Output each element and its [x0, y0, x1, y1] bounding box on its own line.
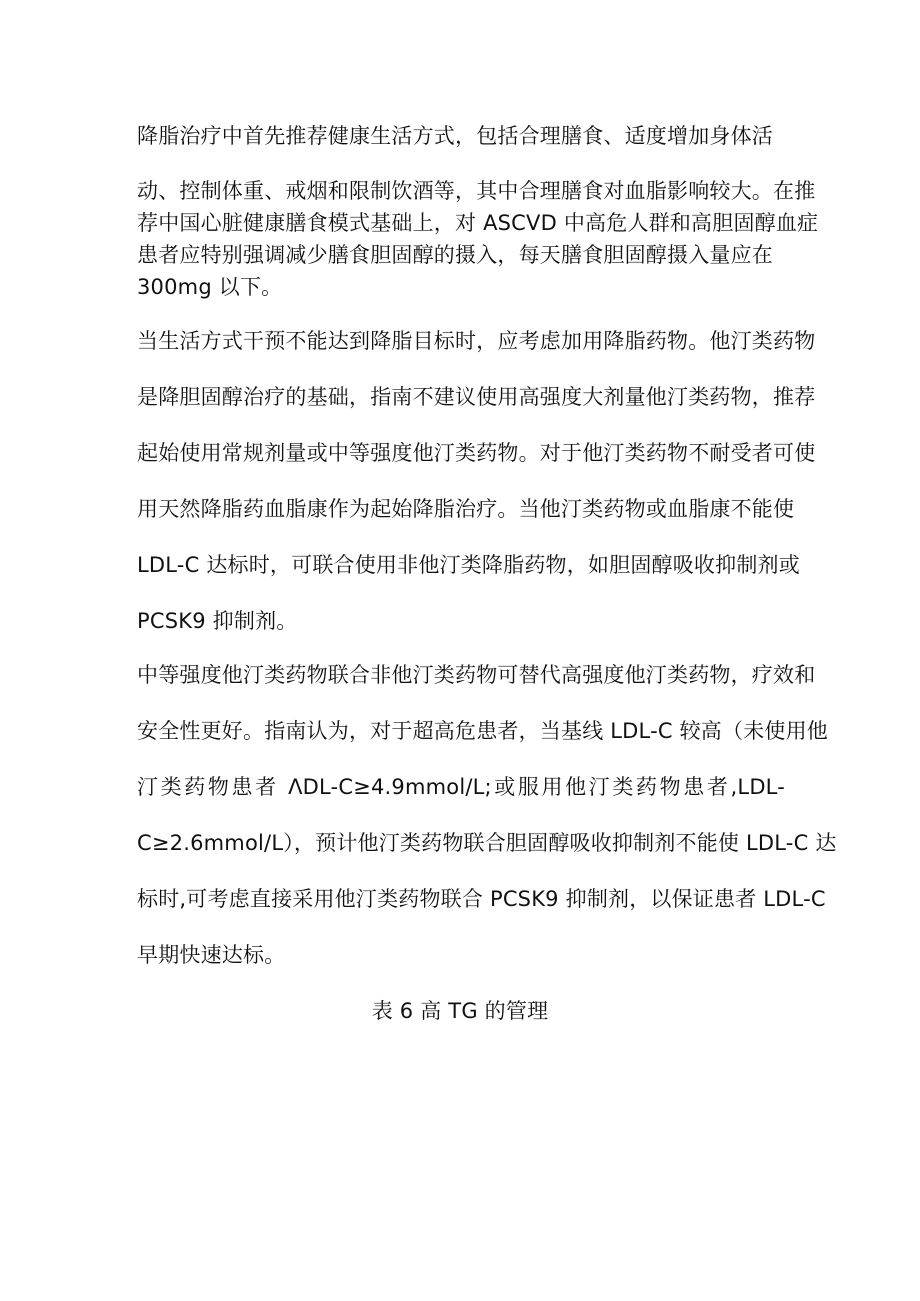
paragraph-2-line-4: 用天然降脂药血脂康作为起始降脂治疗。当他汀类药物或血脂康不能使	[137, 497, 795, 521]
paragraph-2-line-5: LDL-C 达标时，可联合使用非他汀类降脂药物，如胆固醇吸收抑制剂或	[137, 553, 800, 577]
paragraph-3-line-4: C≥2.6mmol/L），预计他汀类药物联合胆固醇吸收抑制剂不能使 LDL-C 达	[137, 831, 837, 855]
paragraph-1-line-3: 荐中国心脏健康膳食模式基础上，对 ASCVD 中高危人群和高胆固醇血症	[137, 211, 819, 235]
paragraph-3-line-3: 汀类药物患者 ΛDL-C≥4.9mmol/L;或服用他汀类药物患者,LDL-	[137, 775, 785, 799]
paragraph-2-line-2: 是降胆固醇治疗的基础，指南不建议使用高强度大剂量他汀类药物，推荐	[137, 385, 816, 409]
paragraph-1-line-4: 患者应特别强调减少膳食胆固醇的摄入，每天膳食胆固醇摄入量应在	[137, 243, 773, 267]
paragraph-1-line-2: 动、控制体重、戒烟和限制饮酒等，其中合理膳食对血脂影响较大。在推	[137, 179, 816, 203]
paragraph-1-line-1: 降脂治疗中首先推荐健康生活方式，包括合理膳食、适度增加身体活	[137, 124, 773, 148]
paragraph-3-line-5: 标时,可考虑直接采用他汀类药物联合 PCSK9 抑制剂，以保证患者 LDL-C	[137, 887, 826, 911]
paragraph-3-line-1: 中等强度他汀类药物联合非他汀类药物可替代高强度他汀类药物，疗效和	[137, 663, 816, 687]
paragraph-1-line-5: 300mg 以下。	[137, 275, 283, 299]
paragraph-2-line-3: 起始使用常规剂量或中等强度他汀类药物。对于他汀类药物不耐受者可使	[137, 441, 816, 465]
paragraph-2-line-6: PCSK9 抑制剂。	[137, 609, 298, 633]
paragraph-3-line-6: 早期快速达标。	[137, 943, 286, 967]
table-caption: 表 6 高 TG 的管理	[371, 999, 549, 1023]
paragraph-3-line-2: 安全性更好。指南认为，对于超高危患者，当基线 LDL-C 较高（未使用他	[137, 719, 828, 743]
paragraph-2-line-1: 当生活方式干预不能达到降脂目标时，应考虑加用降脂药物。他汀类药物	[137, 329, 816, 353]
